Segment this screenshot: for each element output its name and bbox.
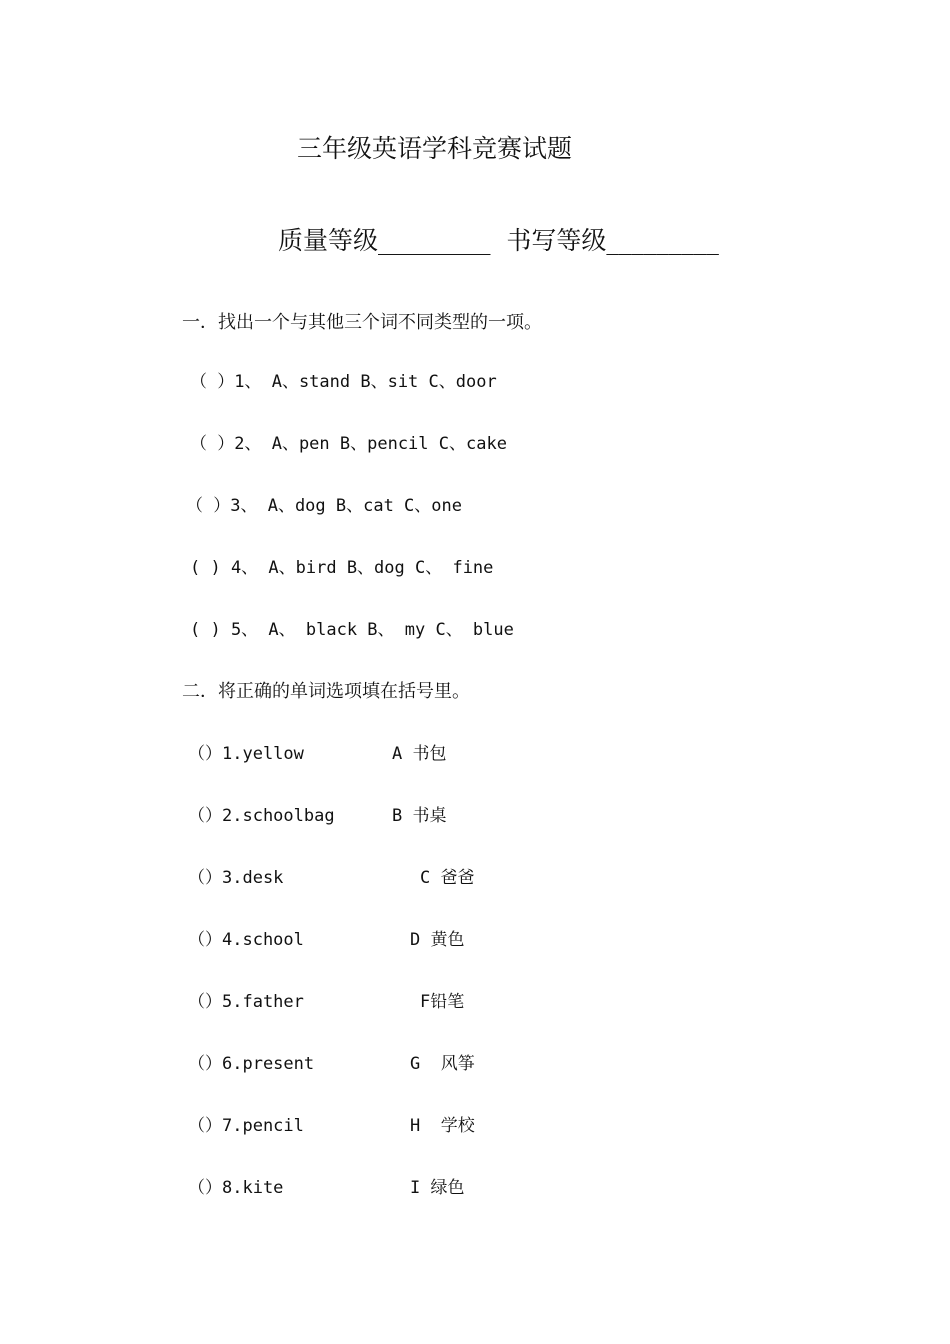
grade-fields: 质量等级_________ 书写等级_________ xyxy=(278,226,719,255)
match-item-5-word: （）5.father xyxy=(188,992,304,1012)
section1-item-2: （ ）2、 A、pen B、pencil C、cake xyxy=(190,434,507,454)
section1-item-3: （ ）3、 A、dog B、cat C、one xyxy=(186,496,462,516)
section1-item-4: ( ) 4、 A、bird B、dog C、 fine xyxy=(190,558,494,578)
match-item-6-word: （）6.present xyxy=(188,1054,315,1074)
match-item-3-word: （）3.desk xyxy=(188,868,284,888)
section1-heading: 一．找出一个与其他三个词不同类型的一项。 xyxy=(182,312,542,333)
match-item-6-meaning: G 风筝 xyxy=(410,1054,475,1074)
section2-heading: 二．将正确的单词选项填在括号里。 xyxy=(182,681,470,702)
section1-item-1: （ ）1、 A、stand B、sit C、door xyxy=(190,372,497,392)
match-item-4-word: （）4.school xyxy=(188,930,304,950)
page-title: 三年级英语学科竞赛试题 xyxy=(297,134,573,163)
section1-item-5: ( ) 5、 A、 black B、 my C、 blue xyxy=(190,620,514,640)
match-item-2-meaning: B 书桌 xyxy=(392,806,447,826)
match-item-2-word: （）2.schoolbag xyxy=(188,806,335,826)
match-item-4-meaning: D 黄色 xyxy=(410,930,465,950)
match-item-5-meaning: F铅笔 xyxy=(420,992,465,1012)
match-item-1-meaning: A 书包 xyxy=(392,744,447,764)
match-item-3-meaning: C 爸爸 xyxy=(420,868,475,888)
match-item-7-word: （）7.pencil xyxy=(188,1116,304,1136)
match-item-1-word: （）1.yellow xyxy=(188,744,304,764)
match-item-8-word: （）8.kite xyxy=(188,1178,284,1198)
match-item-8-meaning: I 绿色 xyxy=(410,1178,465,1198)
match-item-7-meaning: H 学校 xyxy=(410,1116,475,1136)
